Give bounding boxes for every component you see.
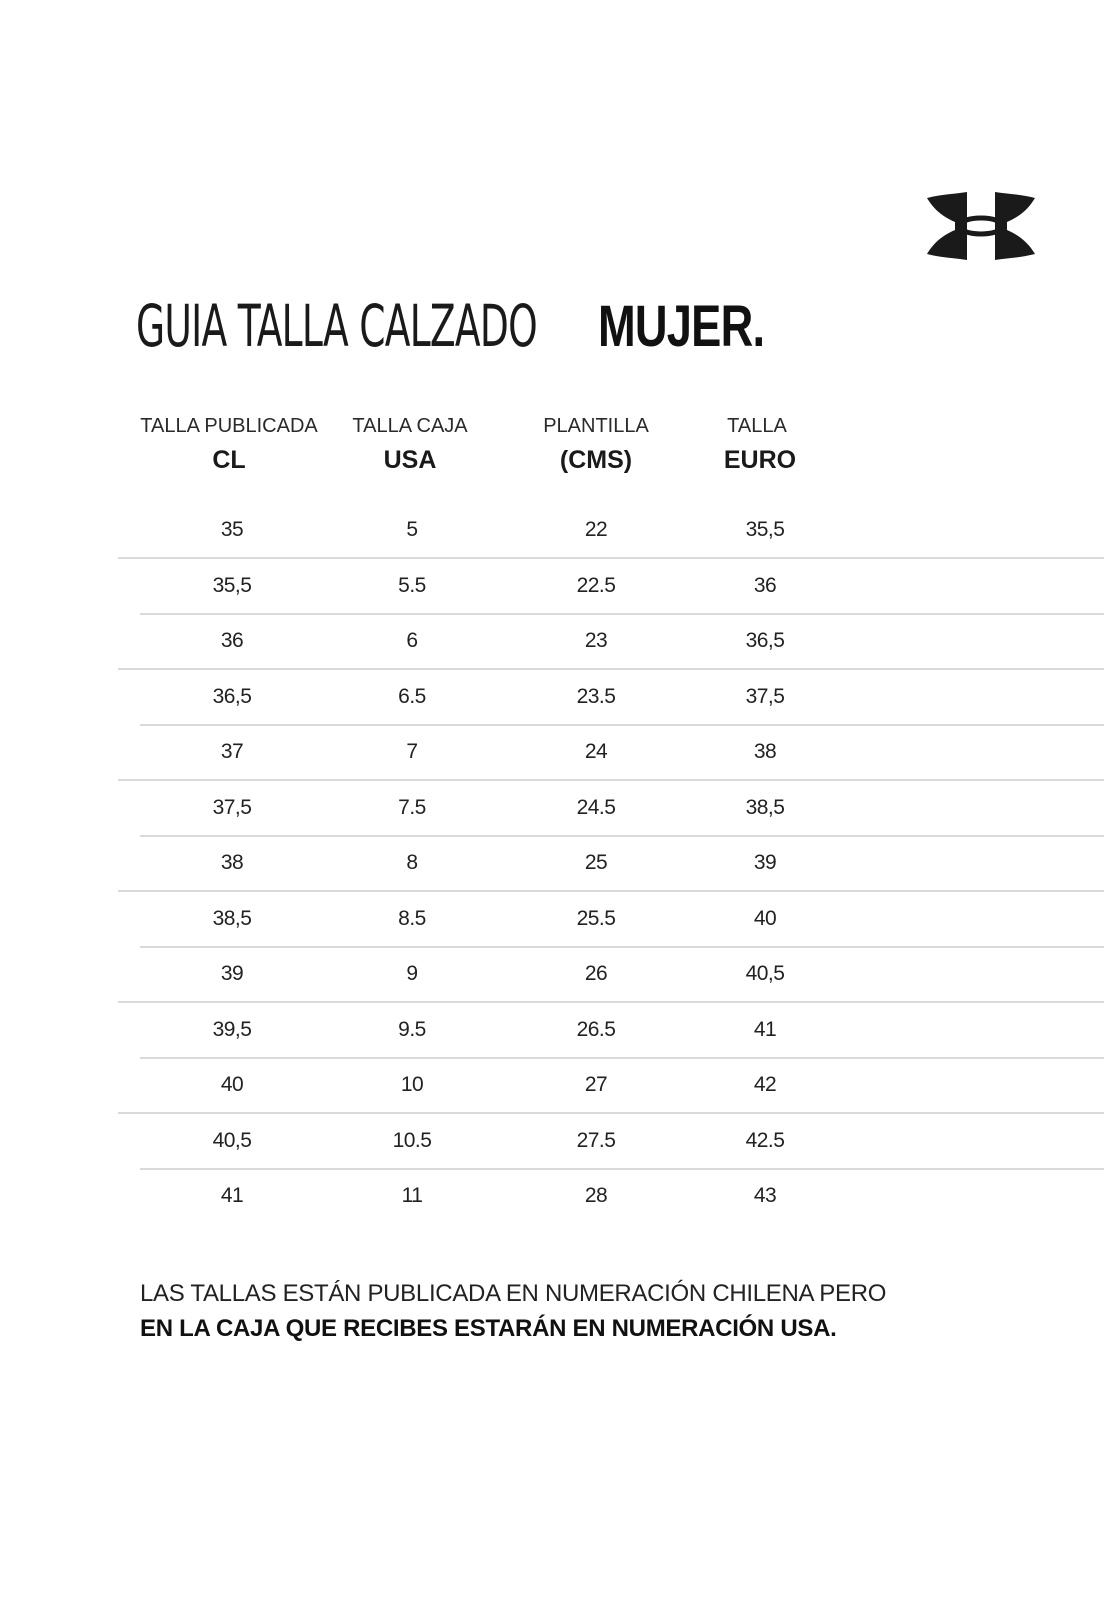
cell-usa: 9 [406, 962, 418, 985]
cell-cms: 23.5 [576, 684, 616, 708]
header-cl-bottom: CL [212, 446, 246, 474]
header-cms-top: PLANTILLA [543, 415, 649, 437]
title-bold: MUJER. [598, 294, 765, 359]
cell-cms: 22.5 [576, 573, 616, 597]
cell-cl: 41 [220, 1184, 244, 1207]
cell-euro: 37,5 [745, 684, 785, 708]
cell-usa: 7 [406, 740, 418, 763]
row-divider [118, 779, 1104, 781]
cell-usa: 5.5 [398, 573, 426, 597]
cell-cms: 27.5 [576, 1128, 616, 1152]
cell-cl: 37,5 [212, 795, 252, 819]
cell-euro: 36,5 [745, 629, 785, 652]
cell-cl: 40 [220, 1073, 244, 1096]
cell-usa: 11 [401, 1184, 423, 1207]
cell-cl: 39,5 [212, 1017, 252, 1041]
cell-euro: 43 [753, 1184, 777, 1207]
cell-usa: 9.5 [398, 1017, 426, 1041]
cell-usa: 8 [406, 851, 418, 874]
cell-euro: 38 [753, 740, 777, 763]
cell-cms: 27 [584, 1073, 608, 1096]
cell-euro: 41 [753, 1017, 777, 1041]
cell-cms: 26 [584, 962, 608, 985]
cell-cl: 38 [220, 851, 244, 874]
cell-euro: 38,5 [745, 795, 785, 819]
cell-cl: 36 [220, 629, 244, 652]
header-usa-top: TALLA CAJA [352, 415, 468, 437]
header-usa-bottom: USA [383, 446, 437, 474]
cell-usa: 10.5 [392, 1128, 432, 1152]
row-divider [118, 557, 1104, 559]
cell-usa: 10 [400, 1073, 424, 1096]
row-divider [118, 890, 1104, 892]
row-divider [118, 1001, 1104, 1003]
cell-cl: 38,5 [212, 906, 252, 930]
header-euro-top: TALLA [727, 415, 787, 437]
cell-cl: 35,5 [212, 573, 252, 597]
cell-usa: 8.5 [398, 906, 426, 930]
cell-euro: 40 [753, 906, 777, 930]
row-divider [118, 1112, 1104, 1114]
cell-usa: 6 [406, 629, 418, 652]
cell-euro: 42 [753, 1073, 777, 1096]
cell-cl: 35 [220, 518, 244, 541]
cell-cms: 25.5 [576, 906, 616, 930]
note-line-2: EN LA CAJA QUE RECIBES ESTARÁN EN NUMERACIÓN USA. [140, 1315, 837, 1342]
cell-euro: 42.5 [745, 1128, 785, 1152]
under-armour-logo-icon [925, 192, 1037, 260]
row-divider [140, 724, 1104, 726]
cell-cms: 22 [584, 518, 608, 541]
cell-euro: 39 [753, 851, 777, 874]
row-divider [140, 946, 1104, 948]
cell-euro: 35,5 [745, 518, 785, 541]
cell-euro: 40,5 [745, 962, 785, 985]
cell-cms: 24.5 [576, 795, 616, 819]
row-divider [140, 1168, 1104, 1170]
cell-cms: 26.5 [576, 1017, 616, 1041]
cell-usa: 5 [406, 518, 418, 541]
header-cms-bottom: (CMS) [559, 446, 633, 474]
cell-cl: 36,5 [212, 684, 252, 708]
row-divider [118, 668, 1104, 670]
note-line-1: LAS TALLAS ESTÁN PUBLICADA EN NUMERACIÓN CHILENA PERO [140, 1280, 887, 1307]
cell-usa: 7.5 [398, 795, 426, 819]
cell-cms: 24 [584, 740, 608, 763]
cell-usa: 6.5 [398, 684, 426, 708]
cell-cl: 40,5 [212, 1128, 252, 1152]
cell-euro: 36 [753, 573, 777, 597]
cell-cms: 28 [584, 1184, 608, 1207]
cell-cl: 39 [220, 962, 244, 985]
page-title [136, 294, 811, 359]
header-cl-top: TALLA PUBLICADA [140, 415, 318, 437]
title-light: GUIA TALLA CALZADO [136, 292, 537, 360]
row-divider [140, 835, 1104, 837]
cell-cl: 37 [220, 740, 244, 763]
cell-cms: 23 [584, 629, 608, 652]
row-divider [140, 1057, 1104, 1059]
cell-cms: 25 [584, 851, 608, 874]
row-divider [140, 613, 1104, 615]
header-euro-bottom: EURO [723, 446, 797, 474]
